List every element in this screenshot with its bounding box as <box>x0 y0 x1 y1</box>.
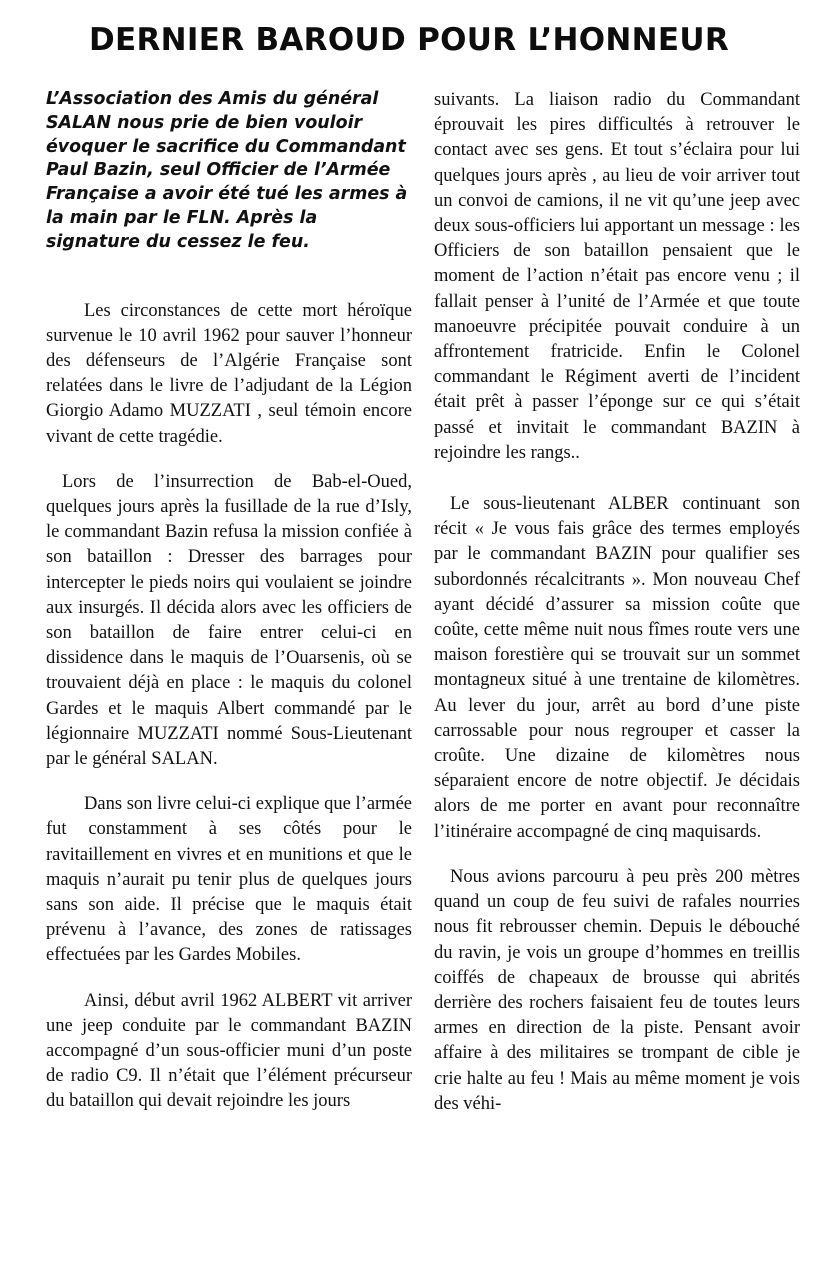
paragraph: Le sous-lieutenant ALBER continuant son récit « Je vous fais grâce des termes employés par le commandant BAZIN pour qualifier ses subordonnés récalcitrants ». Mon nouveau Chef ayant décidé d’assurer sa mission coûte que coûte, cette même nuit nous fîmes route vers une maison forestière qui se trouvait sur un sommet montagneux situé à une trentaine de kilomètres. Au lever du jour, arrêt au bord d’une piste carrossable pour nous regrouper et casser la croûte. Une dizaine de kilomètres nous séparaient encore de notre objectif. Je décidais alors de me porter en avant pour reconnaître l’itinéraire accompagné de cinq maquisards. <box>434 494 800 842</box>
paragraph: Nous avions parcouru à peu près 200 mètres quand un coup de feu suivi de rafales nourries nous fit rebrousser chemin. Depuis le débouché du ravin, je vois un groupe d’hommes en treillis coiffés de chapeaux de brousse qui abrités derrière des rochers faisaient feu de toutes leurs armes en direction de la piste. Pensant avoir affaire à des militaires se trompant de cible je crie halte au feu ! Mais au même moment je vois des véhi- <box>434 866 800 1114</box>
article-intro: L’Association des Amis du général SALAN nous prie de bien vouloir évoquer le sacrifice du Commandant Paul Bazin, seul Officier de l’Armée Française a avoir été tué les armes à la main par le FLN. Après la signature du cessez le feu. <box>46 89 408 252</box>
paragraph: Dans son livre celui-ci explique que l’armée fut constamment à ses côtés pour le ravitaillement en vivres et en munitions et que le maquis n’aurait pu tenir plus de quelques jours sans son aide. Il précise que le maquis était prévenu à l’avance, des zones de ratissages effectuées par les Gardes Mobiles. <box>46 794 412 966</box>
right-column <box>434 88 800 1137</box>
article-title: DERNIER BAROUD POUR L’HONNEUR <box>88 22 730 58</box>
paragraph: Ainsi, début avril 1962 ALBERT vit arriver une jeep conduite par le commandant BAZIN accompagné d’un sous-officier muni d’un poste de radio C9. Il n’était que l’élément précurseur du bataillon qui devait rejoindre les jours <box>46 990 412 1112</box>
paragraph: Lors de l’insurrection de Bab-el-Oued, quelques jours après la fusillade de la rue d’Isly, le commandant Bazin refusa la mission confiée à son bataillon : Dresser des barrages pour intercepter le pieds noirs qui voulaient se joindre aux insurgés. Il décida alors avec les officiers de son bataillon de faire entrer celui-ci en dissidence dans le maquis de l’Ouarsenis, où se trouvaient déjà en place : le maquis du colonel Gardes et le maquis Albert commandé par le légionnaire MUZZATI nommé Sous-Lieutenant par le général SALAN. <box>46 471 412 770</box>
paragraph: Les circonstances de cette mort héroïque survenue le 10 avril 1962 pour sauver l’honneur des défenseurs de l’Algérie Française sont relatées dans le livre de l’adjudant de la Légion Giorgio Adamo MUZZATI , seul témoin encore vivant de cette tragédie. <box>46 300 412 447</box>
left-column <box>46 88 412 1135</box>
paragraph: suivants. La liaison radio du Commandant éprouvait les pires difficultés à retrouver le contact avec ses gens. Et tout s’éclaira pour lui quelques jours après , au lieu de voir arriver tout un convoi de camions, il ne vit qu’une jeep avec deux sous-officiers lui apportant un message : les Officiers de son bataillon pensaient que le moment de l’action n’était pas encore venu ; il fallait penser à l’unité de l’Armée et que toute manoeuvre précipitée pouvait conduire à un affrontement fratricide. Enfin le Colonel commandant le Régiment averti de l’incident était prêt à passer l’éponge sur ce qui s’était passé et invitait le commandant BAZIN à rejoindre les rangs.. <box>434 90 800 463</box>
